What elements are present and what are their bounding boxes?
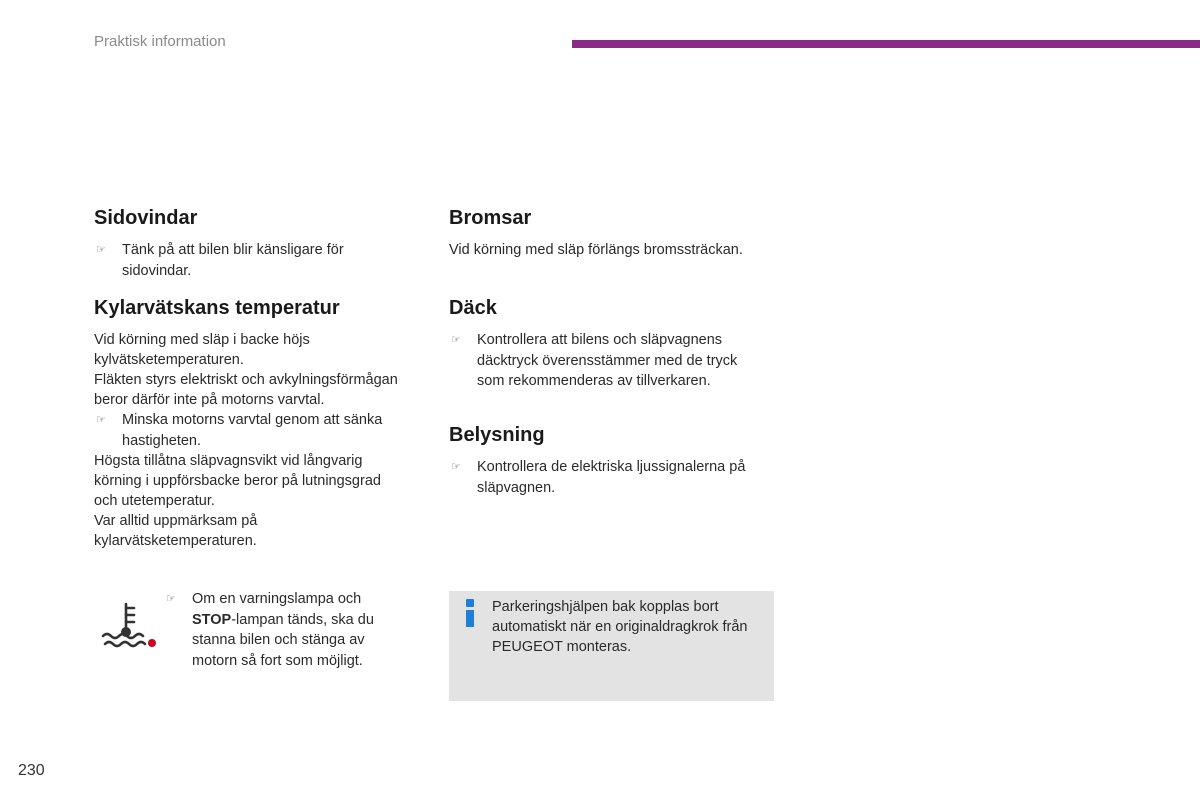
section-bromsar (449, 207, 779, 260)
bullet-line: släpvagnen. (477, 479, 556, 496)
heading-sidovindar: Sidovindar (94, 207, 198, 229)
paragraph: Vid körning med släp förlängs bromssträckan. (449, 242, 743, 258)
heading-bromsar: Bromsar (449, 207, 532, 229)
bullet-item (164, 589, 394, 671)
info-box (449, 591, 774, 701)
header-accent-bar (572, 40, 1200, 48)
bullet-item (94, 240, 424, 281)
bullet-line: Minska motorns varvtal genom att sänka (122, 412, 383, 428)
section-sidovindar (94, 207, 424, 281)
bullet-item (94, 410, 439, 451)
heading-kylarvatska: Kylarvätskans temperatur (94, 297, 340, 319)
paragraph (94, 330, 439, 410)
bullet-item (449, 330, 779, 392)
section-kylarvatska (94, 297, 439, 551)
pointing-hand-icon: ☞ (166, 593, 176, 605)
bullet-line: Kontrollera att bilens och släpvagnens (477, 332, 723, 348)
heading-dack: Däck (449, 297, 497, 319)
bullet-line: hastigheten. (122, 432, 202, 449)
text-line: PEUGEOT monteras. (492, 639, 632, 655)
text-line: Vid körning med släp i backe höjs (94, 332, 310, 348)
text-line: Högsta tillåtna släpvagnsvikt vid långvarig (94, 453, 363, 469)
pointing-hand-icon: ☞ (96, 414, 106, 426)
bullet-line: däcktryck överensstämmer med de tryck (477, 352, 738, 369)
warning-note (164, 589, 394, 671)
bullet-line: sidovindar. (122, 262, 192, 279)
pointing-hand-icon: ☞ (451, 334, 461, 346)
text-line: beror därför inte på motorns varvtal. (94, 392, 325, 408)
pointing-hand-icon: ☞ (451, 461, 461, 473)
coolant-temperature-icon (100, 600, 160, 652)
text-line: kylvätsketemperaturen. (94, 352, 244, 368)
bullet-item (449, 457, 779, 498)
text-line: Parkeringshjälpen bak kopplas bort (492, 599, 719, 615)
bullet-line: Tänk på att bilen blir känsligare för (122, 242, 344, 258)
bullet-line: motorn så fort som möjligt. (192, 652, 363, 669)
heading-belysning: Belysning (449, 424, 545, 446)
page-number: 230 (18, 762, 45, 779)
info-text (492, 597, 772, 657)
section-belysning (449, 424, 779, 498)
bullet-line: Om en varningslampa och (192, 591, 362, 607)
text-span: -lampan tänds, ska du (231, 611, 374, 628)
bullet-line: Kontrollera de elektriska ljussignalerna på (477, 459, 746, 475)
bullet-line (192, 610, 394, 631)
pointing-hand-icon: ☞ (96, 244, 106, 256)
section-title: Praktisk information (94, 33, 226, 50)
text-line: och utetemperatur. (94, 493, 215, 509)
text-line: automatiskt när en originaldragkrok från (492, 619, 748, 635)
bullet-line: stanna bilen och stänga av (192, 632, 365, 648)
text-line: Var alltid uppmärksam på (94, 513, 258, 529)
text-line: Fläkten styrs elektriskt och avkylningsförmågan (94, 372, 398, 388)
text-line: kylarvätsketemperaturen. (94, 533, 257, 549)
info-icon (463, 599, 477, 627)
paragraph (94, 451, 439, 551)
stop-label: STOP (192, 611, 232, 628)
section-dack (449, 297, 779, 392)
bullet-line: som rekommenderas av tillverkaren. (477, 373, 711, 389)
text-line: körning i uppförsbacke beror på lutningsgrad (94, 473, 381, 489)
